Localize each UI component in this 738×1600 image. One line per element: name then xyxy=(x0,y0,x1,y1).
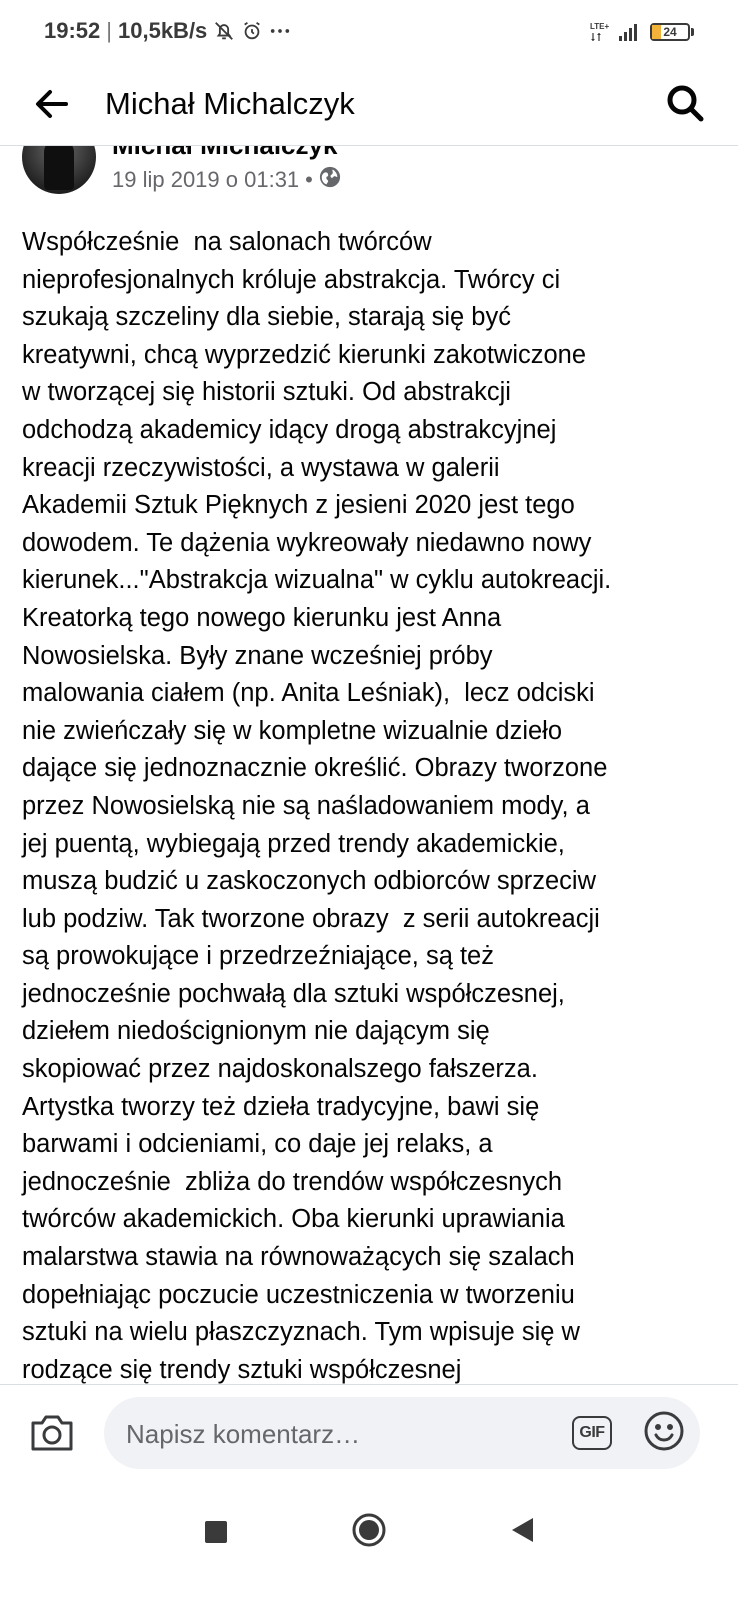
emoji-button[interactable] xyxy=(642,1411,686,1455)
app-header xyxy=(0,68,738,146)
search-icon xyxy=(665,83,705,128)
post-body-text: Współcześnie na salonach twórców nieprofesjonalnych króluje abstrakcja. Twórcy ci szukają szczeliny dla siebie, starają się być kreatywni, chcą wyprzedzić kierunki zakotwiczone w tworzącej się historii sztuki. Od abstrakcji odchodzą akademicy idący drogą abstrakcyjnej kreacji rzeczywistości, a wystawa w galerii Akademii Sztuk Pięknych z jesieni 2020 jest tego dowodem. Te dążenia wykreowały niedawno nowy kierunek..."Abstrakcja wizualna" w cyklu autokreacji. Kreatorką tego nowego kierunku jest Anna Nowosielska. Były znane wcześniej próby malowania ciałem (np. Anita Leśniak), lecz odciski nie zwieńczały się w kompletne wizualnie dzieło dające się jednoznacznie określić. Obrazy tworzone przez Nowosielską nie są naśladowaniem mody, a jej puentą, wybiegają przed trendy akademickie, muszą budzić u zaskoczonych odbiorców sprzeciw lub podziw. Tak tworzone obrazy z serii autokreacji są prowokujące i przedrzeźniające, są też jednocześnie pochwałą dla sztuki współczesnej, dziełem niedoścignionym nie dającym się skopiować przez najdoskonalszego fałszerza. Artystka tworzy też dzieła tradycyjne, bawi się barwami i odcieniami, co daje jej relaks, a jednocześnie zbliża do trendów współczesnych twórców akademickich. Oba kierunki uprawiania malarstwa stawia na równoważących się szalach dopełniając poczucie uczestniczenia w tworzeniu sztuki na wielu płaszczyznach. Tym wpisuje się w rodzące się trendy sztuki współczesnej xyxy=(22,228,612,1384)
back-button[interactable] xyxy=(30,84,74,128)
battery-fill xyxy=(652,25,661,39)
status-right-group xyxy=(590,20,694,44)
battery-cap xyxy=(691,28,694,36)
status-separator: | xyxy=(106,18,112,43)
emoji-icon xyxy=(643,1410,685,1457)
alarm-icon xyxy=(241,20,263,42)
gif-button[interactable] xyxy=(570,1413,614,1453)
home-circle-icon xyxy=(351,1512,387,1553)
svg-text:LTE+: LTE+ xyxy=(590,22,610,31)
post-date[interactable]: 19 lip 2019 o 01:31 xyxy=(112,167,300,192)
post-meta xyxy=(112,166,341,194)
more-dots-icon xyxy=(269,20,291,42)
recents-button[interactable] xyxy=(186,1502,246,1562)
camera-button[interactable] xyxy=(28,1413,76,1457)
comment-input[interactable] xyxy=(124,1413,548,1455)
bell-muted-icon xyxy=(213,20,235,42)
network-speed: 10,5kB/s xyxy=(118,18,208,43)
recents-square-icon xyxy=(205,1521,227,1543)
avatar-figure xyxy=(44,140,74,190)
battery-indicator xyxy=(650,23,690,41)
gif-label: GIF xyxy=(572,1416,612,1450)
back-triangle-icon xyxy=(509,1516,535,1549)
post-header xyxy=(0,146,738,216)
status-time: 19:52 xyxy=(44,18,101,43)
comment-bar xyxy=(0,1384,738,1480)
arrow-left-icon xyxy=(35,89,69,124)
camera-icon xyxy=(29,1413,75,1458)
home-button[interactable] xyxy=(339,1502,399,1562)
search-button[interactable] xyxy=(662,82,708,128)
signal-icon xyxy=(618,22,640,42)
status-left-group xyxy=(44,18,291,44)
battery-level: 24 xyxy=(663,25,677,39)
meta-dot: • xyxy=(305,167,313,192)
status-bar xyxy=(0,0,738,68)
lte-icon xyxy=(590,20,608,44)
globe-icon xyxy=(319,166,341,194)
header-title: Michał Michalczyk xyxy=(105,86,355,121)
nav-back-button[interactable] xyxy=(492,1502,552,1562)
comment-input-container[interactable] xyxy=(104,1397,700,1469)
system-nav-bar xyxy=(0,1480,738,1600)
